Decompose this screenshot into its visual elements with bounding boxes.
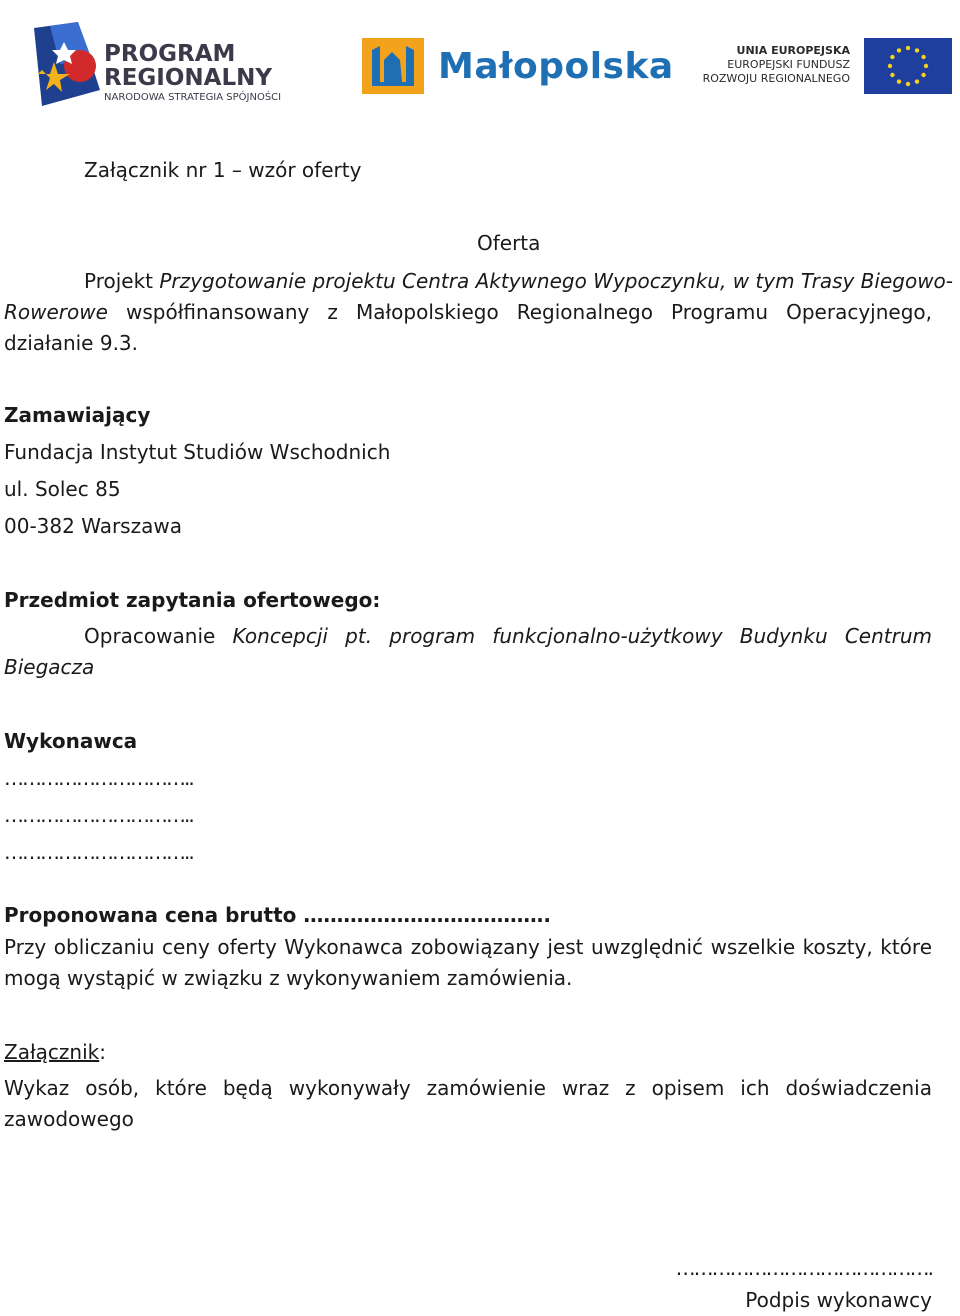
logo-unia-europejska (690, 38, 952, 94)
project-name-part2: Rowerowe (4, 300, 108, 324)
przedmiot-line2 (4, 652, 94, 683)
cena-note-line1: Przy obliczaniu ceny oferty Wykonawca zobowiązany jest uwzględnić wszelkie koszty, które (4, 935, 932, 959)
zamawiajacy-line3: 00-382 Warszawa (4, 514, 182, 538)
malopolska-crest-icon (362, 38, 424, 94)
unia-line2: EUROPEJSKI FUNDUSZ (727, 58, 850, 71)
project-lead: Projekt (84, 269, 154, 293)
cena-heading (4, 900, 551, 931)
zalacznik-line1: Wykaz osób, które będą wykonywały zamówienie wraz z opisem ich doświadczenia (4, 1076, 932, 1100)
zalacznik-label (4, 1037, 106, 1068)
wykonawca-blank-1: ………………………….. (4, 766, 193, 790)
zalacznik-line2: zawodowego (4, 1107, 134, 1131)
document-title: Oferta (477, 231, 541, 255)
przedmiot-lead: Opracowanie (84, 624, 216, 648)
wykonawca-blank-3: ………………………….. (4, 840, 193, 864)
eu-flag-icon (864, 38, 952, 94)
attachment-header: Załącznik nr 1 – wzór oferty (84, 158, 362, 182)
przedmiot-title-part2: Biegacza (4, 655, 95, 679)
program-regionalny-line2: REGIONALNY (104, 65, 273, 91)
zamawiajacy-heading-text: Zamawiający (4, 403, 151, 427)
przedmiot-title-part1: Koncepcji pt. program funkcjonalno-użytkowy Budynku Centrum (232, 624, 933, 648)
zamawiajacy-line2: ul. Solec 85 (4, 477, 121, 501)
przedmiot-heading-text: Przedmiot zapytania ofertowego: (4, 588, 381, 612)
project-rest-line2: współfinansowany z Małopolskiego Regionalnego Programu Operacyjnego, (125, 300, 932, 324)
logo-malopolska (362, 36, 674, 96)
przedmiot-heading (4, 585, 380, 616)
zamawiajacy-heading (4, 400, 150, 431)
wykonawca-blank-2: ………………………….. (4, 803, 193, 827)
project-name-part1: Przygotowanie projektu Centra Aktywnego Wypoczynku, w tym Trasy Biegowo- (159, 269, 954, 293)
zalacznik-colon: : (99, 1040, 106, 1064)
przedmiot-line1 (84, 621, 932, 652)
wykonawca-heading-text: Wykonawca (4, 729, 138, 753)
unia-line3: ROZWOJU REGIONALNEGO (702, 72, 850, 85)
unia-line1: UNIA EUROPEJSKA (736, 44, 850, 57)
signature-dots: ……………………………………. (675, 1256, 932, 1280)
project-line2 (4, 297, 932, 328)
zalacznik-label-text: Załącznik (4, 1040, 100, 1064)
project-line3: działanie 9.3. (4, 331, 139, 355)
program-regionalny-line3: NARODOWA STRATEGIA SPÓJNOŚCI (104, 92, 282, 103)
cena-heading-text: Proponowana cena brutto ………………………………. (4, 903, 551, 927)
program-regionalny-line1: PROGRAM (104, 41, 236, 67)
zamawiajacy-line1: Fundacja Instytut Studiów Wschodnich (4, 440, 391, 464)
program-regionalny-emblem-icon (20, 20, 106, 112)
wykonawca-heading (4, 726, 137, 757)
project-line1 (84, 266, 953, 297)
logo-program-regionalny (20, 20, 320, 112)
signature-label: Podpis wykonawcy (745, 1288, 932, 1312)
malopolska-name: Małopolska (438, 46, 674, 87)
cena-note-line2: mogą wystąpić w związku z wykonywaniem zamówienia. (4, 966, 573, 990)
